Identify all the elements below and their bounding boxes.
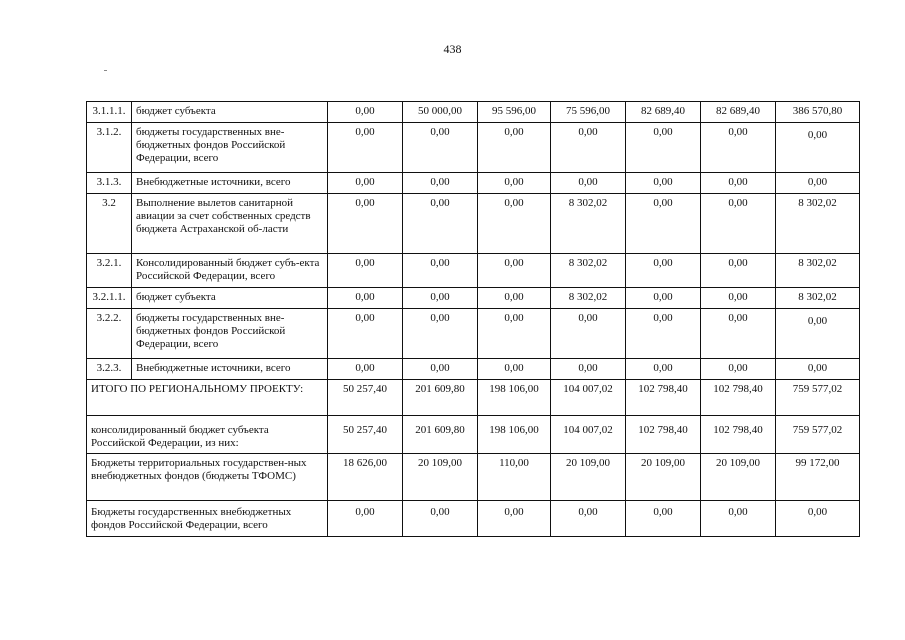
value-cell: 0,00 (551, 173, 626, 194)
value-cell: 0,00 (478, 288, 551, 309)
value-cell-total: 8 302,02 (776, 288, 860, 309)
value-cell: 102 798,40 (701, 380, 776, 416)
value-cell-total: 8 302,02 (776, 194, 860, 254)
total-row (87, 380, 860, 416)
table-row (87, 123, 860, 173)
value-cell-total: 0,00 (776, 173, 860, 194)
value-cell: 75 596,00 (551, 102, 626, 123)
value-cell: 0,00 (701, 309, 776, 359)
total-row (87, 501, 860, 537)
value-cell: 0,00 (478, 254, 551, 288)
value-cell: 0,00 (626, 123, 701, 173)
row-name: бюджет субъекта (132, 102, 328, 123)
value-cell: 201 609,80 (403, 416, 478, 454)
total-row-name: Бюджеты территориальных государствен-ных внебюджетных фондов (бюджеты ТФОМС) (87, 454, 328, 501)
value-cell-total: 759 577,02 (776, 380, 860, 416)
value-cell: 102 798,40 (701, 416, 776, 454)
value-cell: 0,00 (626, 194, 701, 254)
value-cell: 102 798,40 (626, 416, 701, 454)
value-cell: 0,00 (701, 288, 776, 309)
value-cell: 0,00 (626, 288, 701, 309)
value-cell: 0,00 (403, 309, 478, 359)
value-cell: 0,00 (478, 501, 551, 537)
value-cell: 0,00 (551, 309, 626, 359)
value-cell-total: 759 577,02 (776, 416, 860, 454)
row-name: бюджеты государственных вне-бюджетных фондов Российской Федерации, всего (132, 123, 328, 173)
row-code: 3.2.2. (87, 309, 132, 359)
value-cell: 104 007,02 (551, 416, 626, 454)
value-cell: 0,00 (701, 501, 776, 537)
budget-table (86, 101, 860, 537)
value-cell: 82 689,40 (701, 102, 776, 123)
value-cell-total: 0,00 (776, 309, 860, 359)
value-cell: 20 109,00 (701, 454, 776, 501)
value-cell: 82 689,40 (626, 102, 701, 123)
value-cell: 8 302,02 (551, 288, 626, 309)
value-cell: 201 609,80 (403, 380, 478, 416)
row-code: 3.1.2. (87, 123, 132, 173)
table-row (87, 309, 860, 359)
value-cell: 198 106,00 (478, 416, 551, 454)
value-cell: 50 257,40 (328, 380, 403, 416)
value-cell: 0,00 (328, 501, 403, 537)
scan-artifact (104, 70, 107, 71)
value-cell: 18 626,00 (328, 454, 403, 501)
value-cell: 0,00 (328, 309, 403, 359)
value-cell: 8 302,02 (551, 194, 626, 254)
row-name: Консолидированный бюджет субъ-екта Российской Федерации, всего (132, 254, 328, 288)
value-cell: 0,00 (626, 501, 701, 537)
value-cell: 50 257,40 (328, 416, 403, 454)
total-row-name: ИТОГО ПО РЕГИОНАЛЬНОМУ ПРОЕКТУ: (87, 380, 328, 416)
row-code: 3.1.3. (87, 173, 132, 194)
value-cell: 0,00 (626, 309, 701, 359)
value-cell: 0,00 (403, 359, 478, 380)
value-cell-total: 8 302,02 (776, 254, 860, 288)
total-row-name: Бюджеты государственных внебюджетных фондов Российской Федерации, всего (87, 501, 328, 537)
table-row (87, 359, 860, 380)
table-row (87, 102, 860, 123)
value-cell: 0,00 (701, 123, 776, 173)
value-cell: 0,00 (626, 173, 701, 194)
value-cell: 0,00 (328, 254, 403, 288)
value-cell-total: 0,00 (776, 501, 860, 537)
value-cell: 0,00 (328, 102, 403, 123)
row-code: 3.2.3. (87, 359, 132, 380)
value-cell: 0,00 (403, 173, 478, 194)
total-row (87, 416, 860, 454)
row-code: 3.2 (87, 194, 132, 254)
value-cell: 0,00 (478, 194, 551, 254)
value-cell: 0,00 (328, 359, 403, 380)
total-row (87, 454, 860, 501)
value-cell: 0,00 (551, 501, 626, 537)
total-row-name: консолидированный бюджет субъекта Российской Федерации, из них: (87, 416, 328, 454)
value-cell: 0,00 (328, 173, 403, 194)
value-cell: 0,00 (478, 123, 551, 173)
value-cell: 0,00 (551, 123, 626, 173)
value-cell: 0,00 (478, 173, 551, 194)
row-name: бюджеты государственных вне-бюджетных фондов Российской Федерации, всего (132, 309, 328, 359)
value-cell: 0,00 (701, 254, 776, 288)
value-cell: 110,00 (478, 454, 551, 501)
table-row (87, 254, 860, 288)
value-cell: 0,00 (328, 194, 403, 254)
table-row (87, 173, 860, 194)
value-cell: 0,00 (403, 123, 478, 173)
value-cell: 0,00 (478, 359, 551, 380)
value-cell: 0,00 (701, 359, 776, 380)
table-row (87, 194, 860, 254)
value-cell-total: 386 570,80 (776, 102, 860, 123)
value-cell: 0,00 (328, 288, 403, 309)
row-name: бюджет субъекта (132, 288, 328, 309)
value-cell: 0,00 (403, 501, 478, 537)
value-cell: 102 798,40 (626, 380, 701, 416)
row-code: 3.2.1. (87, 254, 132, 288)
value-cell-total: 99 172,00 (776, 454, 860, 501)
value-cell: 0,00 (478, 309, 551, 359)
value-cell: 0,00 (551, 359, 626, 380)
page-number: 438 (443, 42, 462, 56)
table-row (87, 288, 860, 309)
row-name: Выполнение вылетов санитарной авиации за счет собственных средств бюджета Астраханской об-ласти (132, 194, 328, 254)
value-cell: 0,00 (403, 194, 478, 254)
value-cell: 0,00 (626, 254, 701, 288)
value-cell: 0,00 (403, 254, 478, 288)
value-cell: 8 302,02 (551, 254, 626, 288)
value-cell-total: 0,00 (776, 359, 860, 380)
value-cell: 0,00 (403, 288, 478, 309)
row-code: 3.1.1.1. (87, 102, 132, 123)
value-cell-total: 0,00 (776, 123, 860, 173)
value-cell: 198 106,00 (478, 380, 551, 416)
value-cell: 20 109,00 (551, 454, 626, 501)
value-cell: 50 000,00 (403, 102, 478, 123)
value-cell: 0,00 (701, 173, 776, 194)
row-code: 3.2.1.1. (87, 288, 132, 309)
row-name: Внебюджетные источники, всего (132, 359, 328, 380)
value-cell: 104 007,02 (551, 380, 626, 416)
value-cell: 20 109,00 (403, 454, 478, 501)
value-cell: 95 596,00 (478, 102, 551, 123)
value-cell: 0,00 (701, 194, 776, 254)
value-cell: 20 109,00 (626, 454, 701, 501)
value-cell: 0,00 (328, 123, 403, 173)
row-name: Внебюджетные источники, всего (132, 173, 328, 194)
value-cell: 0,00 (626, 359, 701, 380)
